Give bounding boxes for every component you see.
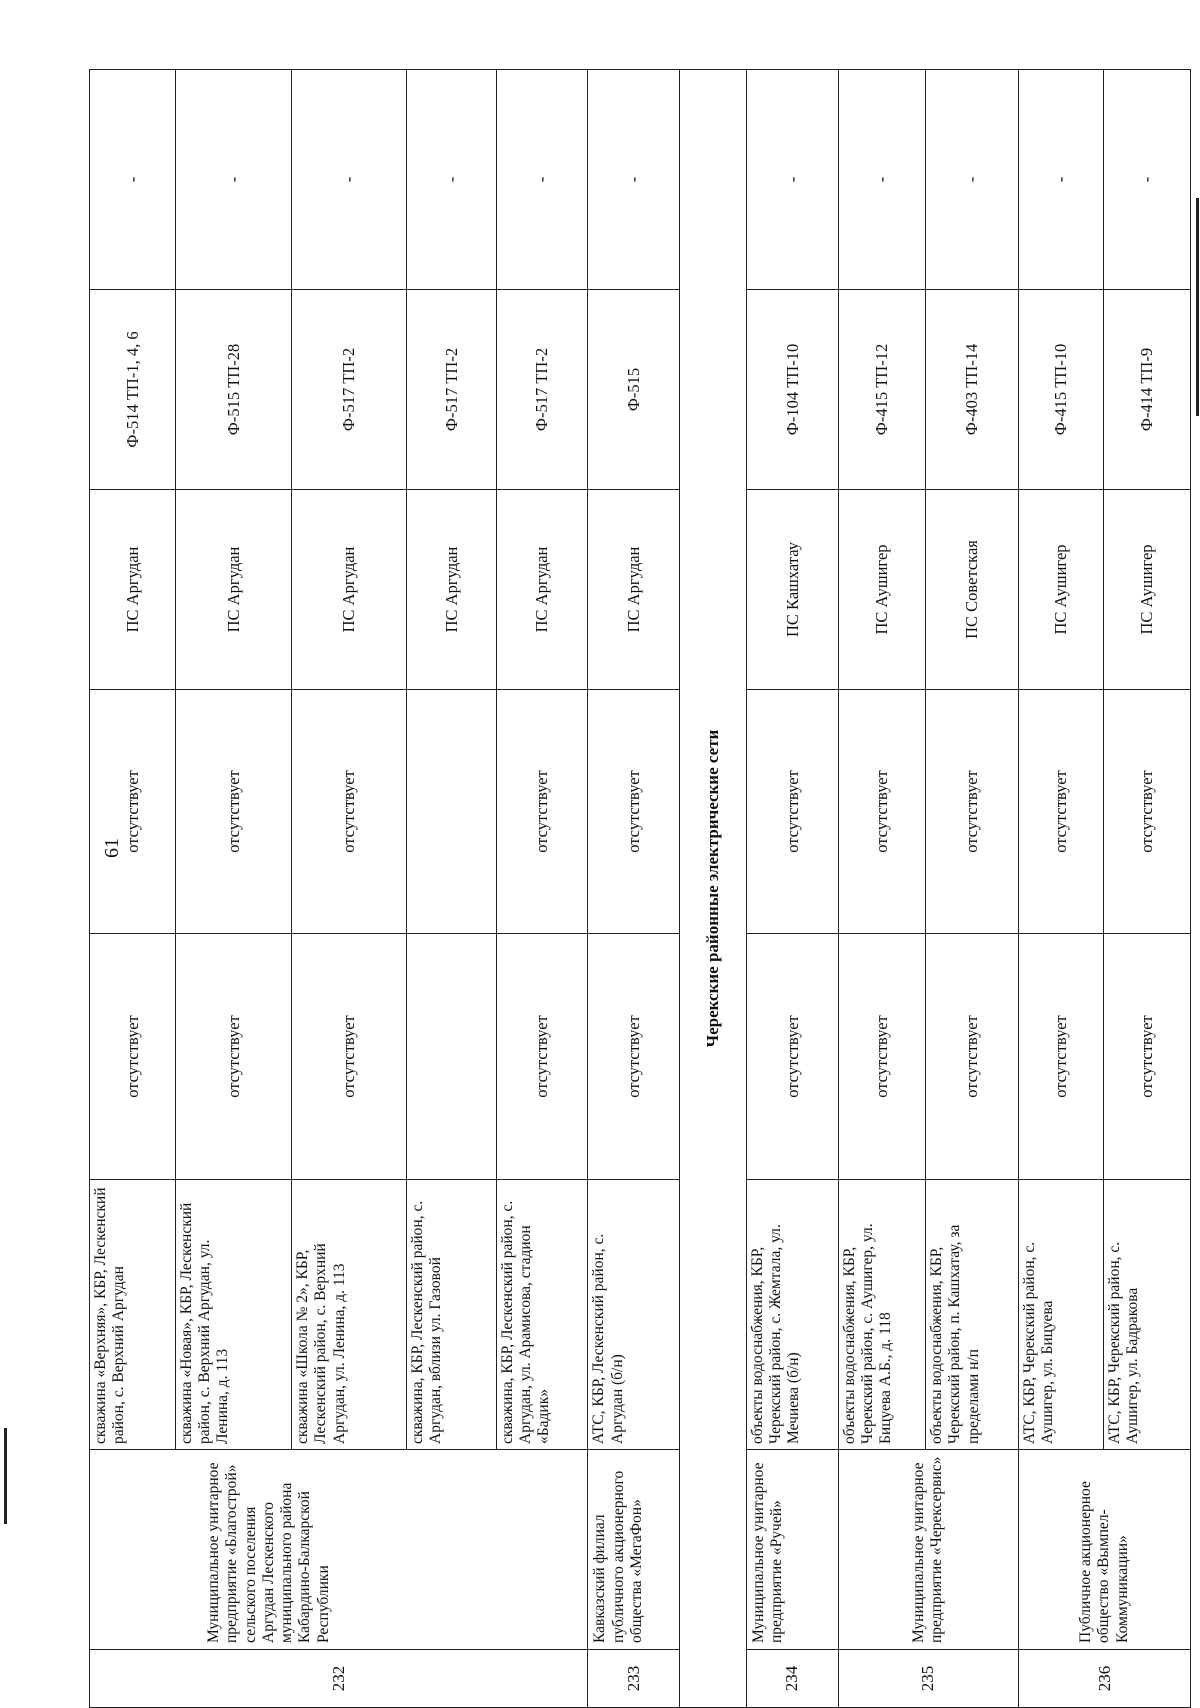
owner-cell: Муниципальное унитарное предприятие «Благострой» сельского поселения Аргудан Лескенского муниципального района Кабардино-Балкарской Республики: [90, 1450, 588, 1650]
feeder-cell: Ф-415 ТП-12: [838, 290, 925, 490]
substation-cell: ПС Аргудан: [175, 490, 291, 690]
object-cell: скважина, КБР, Лескенский район, с. Аргудан, ул. Арамисова, стадион «Бадик»: [496, 1180, 588, 1450]
substation-cell: ПС Аргудан: [406, 490, 496, 690]
cell: -: [90, 70, 176, 290]
cell: отсутствует: [496, 690, 588, 934]
cell: отсутствует: [90, 690, 176, 934]
cell: отсутствует: [175, 934, 291, 1180]
cell: отсутствует: [838, 934, 925, 1180]
feeder-cell: Ф-515 ТП-28: [175, 290, 291, 490]
substation-cell: ПС Советская: [925, 490, 1018, 690]
substation-cell: ПС Аргудан: [90, 490, 176, 690]
table-row: [588, 70, 680, 1708]
cell: отсутствует: [1103, 934, 1190, 1180]
cell: отсутствует: [838, 690, 925, 934]
substation-cell: ПС Аргудан: [496, 490, 588, 690]
substation-cell: ПС Аргудан: [588, 490, 680, 690]
substation-cell: ПС Аргудан: [292, 490, 407, 690]
facilities-table: [89, 69, 1191, 1708]
cell: -: [838, 70, 925, 290]
cell: отсутствует: [90, 934, 176, 1180]
feeder-cell: Ф-415 ТП-10: [1019, 290, 1104, 490]
feeder-cell: Ф-514 ТП-1, 4, 6: [90, 290, 176, 490]
cell: отсутствует: [292, 934, 407, 1180]
owner-cell: Кавказский филиал публичного акционерного общества «МегаФон»: [588, 1450, 680, 1650]
row-number: 234: [746, 1650, 838, 1708]
cell: [406, 934, 496, 1180]
owner-cell: Муниципальное унитарное предприятие «Черексервис»: [838, 1450, 1018, 1650]
substation-cell: ПС Аушигер: [838, 490, 925, 690]
cell: отсутствует: [588, 690, 680, 934]
cell: -: [406, 70, 496, 290]
section-title: Черекские районные электрические сети: [680, 70, 747, 1708]
row-number: 232: [90, 1650, 588, 1708]
cell: отсутствует: [746, 934, 838, 1180]
cell: -: [1019, 70, 1104, 290]
cell: -: [588, 70, 680, 290]
feeder-cell: Ф-515: [588, 290, 680, 490]
row-number: 236: [1019, 1650, 1191, 1708]
cell: отсутствует: [175, 690, 291, 934]
row-number: 235: [838, 1650, 1018, 1708]
cell: [406, 690, 496, 934]
object-cell: скважина «Верхняя», КБР, Лескенский район, с. Верхний Аргудан: [90, 1180, 176, 1450]
section-row: [680, 70, 747, 1708]
page-number: 61: [101, 838, 123, 858]
scan-mark-left: [4, 1428, 7, 1524]
scan-mark-right: [1196, 198, 1199, 416]
cell: -: [1103, 70, 1190, 290]
feeder-cell: Ф-517 ТП-2: [496, 290, 588, 490]
owner-cell: Публичное акционерное общество «Вымпел-Коммуникации»: [1019, 1450, 1191, 1650]
object-cell: объекты водоснабжения, КБР, Черекский район, п. Кашхатау, за пределами н/п: [925, 1180, 1018, 1450]
object-cell: АТС, КБР, Черекский район, с. Аушигер, ул. Бицуева: [1019, 1180, 1104, 1450]
cell: отсутствует: [925, 690, 1018, 934]
cell: отсутствует: [925, 934, 1018, 1180]
table-row: [90, 70, 176, 1708]
row-number: 233: [588, 1650, 680, 1708]
table-row: [746, 70, 838, 1708]
table-row: [838, 70, 925, 1708]
cell: отсутствует: [1019, 934, 1104, 1180]
object-cell: скважина «Школа № 2», КБР, Лескенский район, с. Верхний Аргудан, ул. Ленина, д. 113: [292, 1180, 407, 1450]
cell: -: [292, 70, 407, 290]
cell: -: [746, 70, 838, 290]
feeder-cell: Ф-414 ТП-9: [1103, 290, 1190, 490]
cell: отсутствует: [746, 690, 838, 934]
object-cell: объекты водоснабжения, КБР, Черекский район, с. Аушигер, ул. Бицуева А.Б., д. 118: [838, 1180, 925, 1450]
object-cell: скважина «Новая», КБР, Лескенский район, с. Верхний Аргудан, ул. Ленина, д. 113: [175, 1180, 291, 1450]
object-cell: скважина, КБР, Лескенский район, с. Аргудан, вблизи ул. Газовой: [406, 1180, 496, 1450]
object-cell: АТС, КБР, Черекский район, с. Аушигер, ул. Бадракова: [1103, 1180, 1190, 1450]
object-cell: объекты водоснабжения, КБР, Черекский район, с. Жемтала, ул. Мечиева (б/н): [746, 1180, 838, 1450]
feeder-cell: Ф-403 ТП-14: [925, 290, 1018, 490]
cell: -: [496, 70, 588, 290]
feeder-cell: Ф-517 ТП-2: [292, 290, 407, 490]
cell: отсутствует: [1103, 690, 1190, 934]
substation-cell: ПС Аушигер: [1019, 490, 1104, 690]
cell: -: [925, 70, 1018, 290]
cell: отсутствует: [496, 934, 588, 1180]
object-cell: АТС, КБР, Лескенский район, с. Аргудан (б/н): [588, 1180, 680, 1450]
rotated-table-container: [89, 70, 1191, 1708]
cell: отсутствует: [292, 690, 407, 934]
substation-cell: ПС Кашхатау: [746, 490, 838, 690]
table-row: [1019, 70, 1104, 1708]
feeder-cell: Ф-104 ТП-10: [746, 290, 838, 490]
cell: отсутствует: [588, 934, 680, 1180]
cell: -: [175, 70, 291, 290]
owner-cell: Муниципальное унитарное предприятие «Ручей»: [746, 1450, 838, 1650]
feeder-cell: Ф-517 ТП-2: [406, 290, 496, 490]
cell: отсутствует: [1019, 690, 1104, 934]
substation-cell: ПС Аушигер: [1103, 490, 1190, 690]
